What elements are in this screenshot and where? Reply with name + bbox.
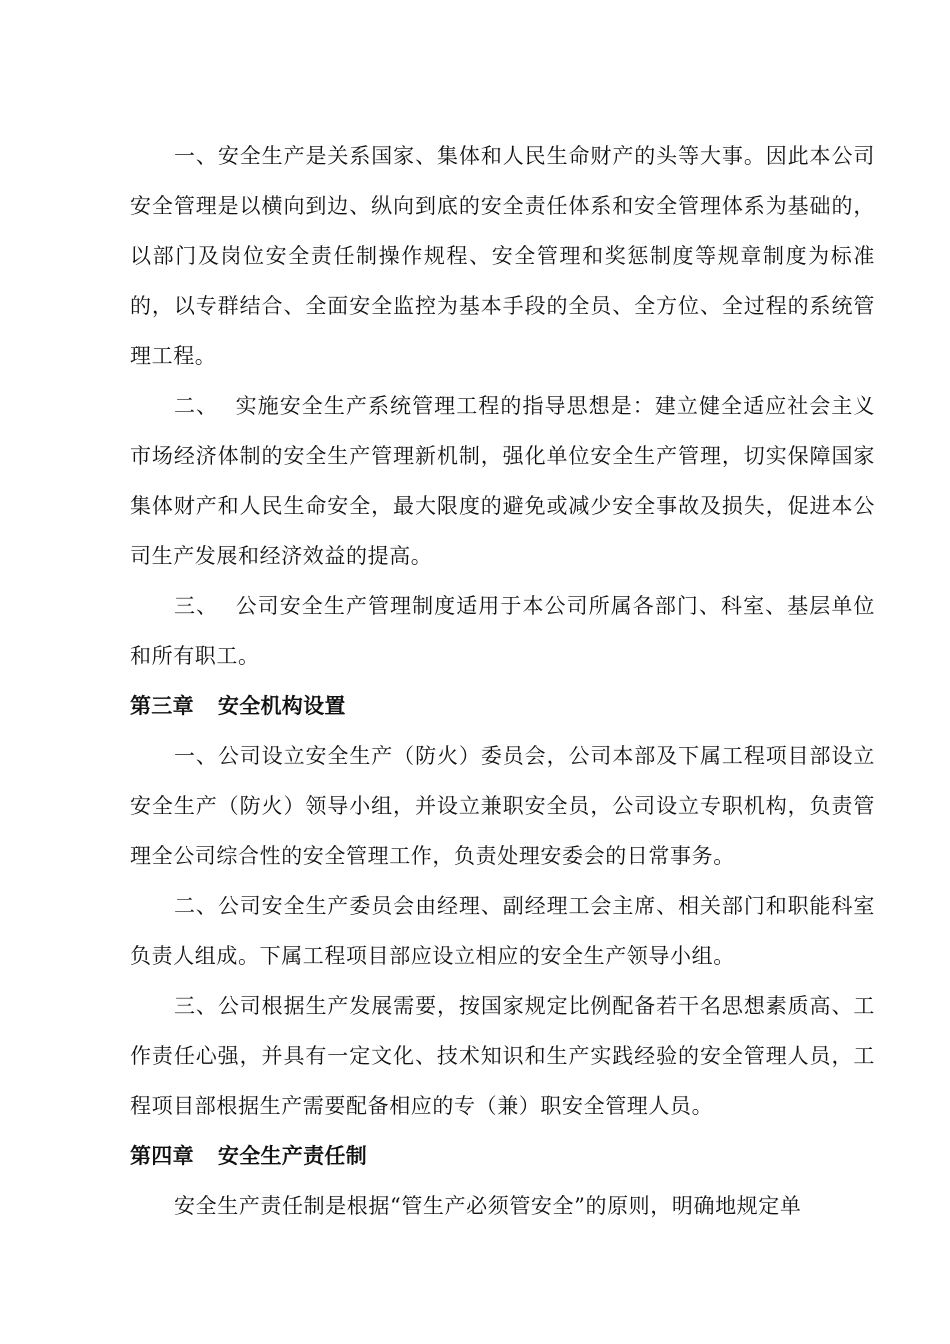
paragraph-3	[130, 581, 875, 681]
chapter-4-heading	[130, 1131, 875, 1181]
paragraph-3-text: 公司安全生产管理制度适用于本公司所属各部门、科室、基层单位和所有职工。	[130, 594, 875, 668]
paragraph-7-text: 安全生产责任制是根据“管生产必须管安全”的原则，明确地规定单	[174, 1194, 802, 1218]
paragraph-7	[130, 1181, 875, 1231]
chapter-3-heading	[130, 681, 875, 731]
chapter-3-title: 安全机构设置	[217, 694, 346, 718]
paragraph-2-text: 实施安全生产系统管理工程的指导思想是：建立健全适应社会主义市场经济体制的安全生产管理新机制，强化单位安全生产管理，切实保障国家集体财产和人民生命安全，最大限度的避免或减少安全事故及损失，促进本公司生产发展和经济效益的提高。	[130, 394, 875, 568]
paragraph-5	[130, 881, 875, 981]
chapter-4-title: 安全生产责任制	[217, 1144, 368, 1168]
paragraph-5-text: 二、公司安全生产委员会由经理、副经理工会主席、相关部门和职能科室负责人组成。下属工程项目部应设立相应的安全生产领导小组。	[130, 894, 875, 968]
chapter-3-number: 第三章	[130, 694, 194, 718]
paragraph-4-text: 一、公司设立安全生产（防火）委员会，公司本部及下属工程项目部设立安全生产（防火）领导小组，并设立兼职安全员，公司设立专职机构，负责管理全公司综合性的安全管理工作，负责处理安委会的日常事务。	[130, 744, 875, 868]
paragraph-1-text: 一、安全生产是关系国家、集体和人民生命财产的头等大事。因此本公司安全管理是以横向到边、纵向到底的安全责任体系和安全管理体系为基础的，以部门及岗位安全责任制操作规程、安全管理和奖惩制度等规章制度为标准的，以专群结合、全面安全监控为基本手段的全员、全方位、全过程的系统管理工程。	[130, 144, 875, 368]
paragraph-6	[130, 981, 875, 1131]
paragraph-2-prefix: 二、	[174, 394, 219, 418]
paragraph-6-text: 三、公司根据生产发展需要，按国家规定比例配备若干名思想素质高、工作责任心强，并具有一定文化、技术知识和生产实践经验的安全管理人员，工程项目部根据生产需要配备相应的专（兼）职安全管理人员。	[130, 994, 875, 1118]
paragraph-3-prefix: 三、	[174, 594, 219, 618]
document-body	[130, 131, 875, 1231]
chapter-4-number: 第四章	[130, 1144, 194, 1168]
paragraph-4	[130, 731, 875, 881]
paragraph-2	[130, 381, 875, 581]
paragraph-1	[130, 131, 875, 381]
